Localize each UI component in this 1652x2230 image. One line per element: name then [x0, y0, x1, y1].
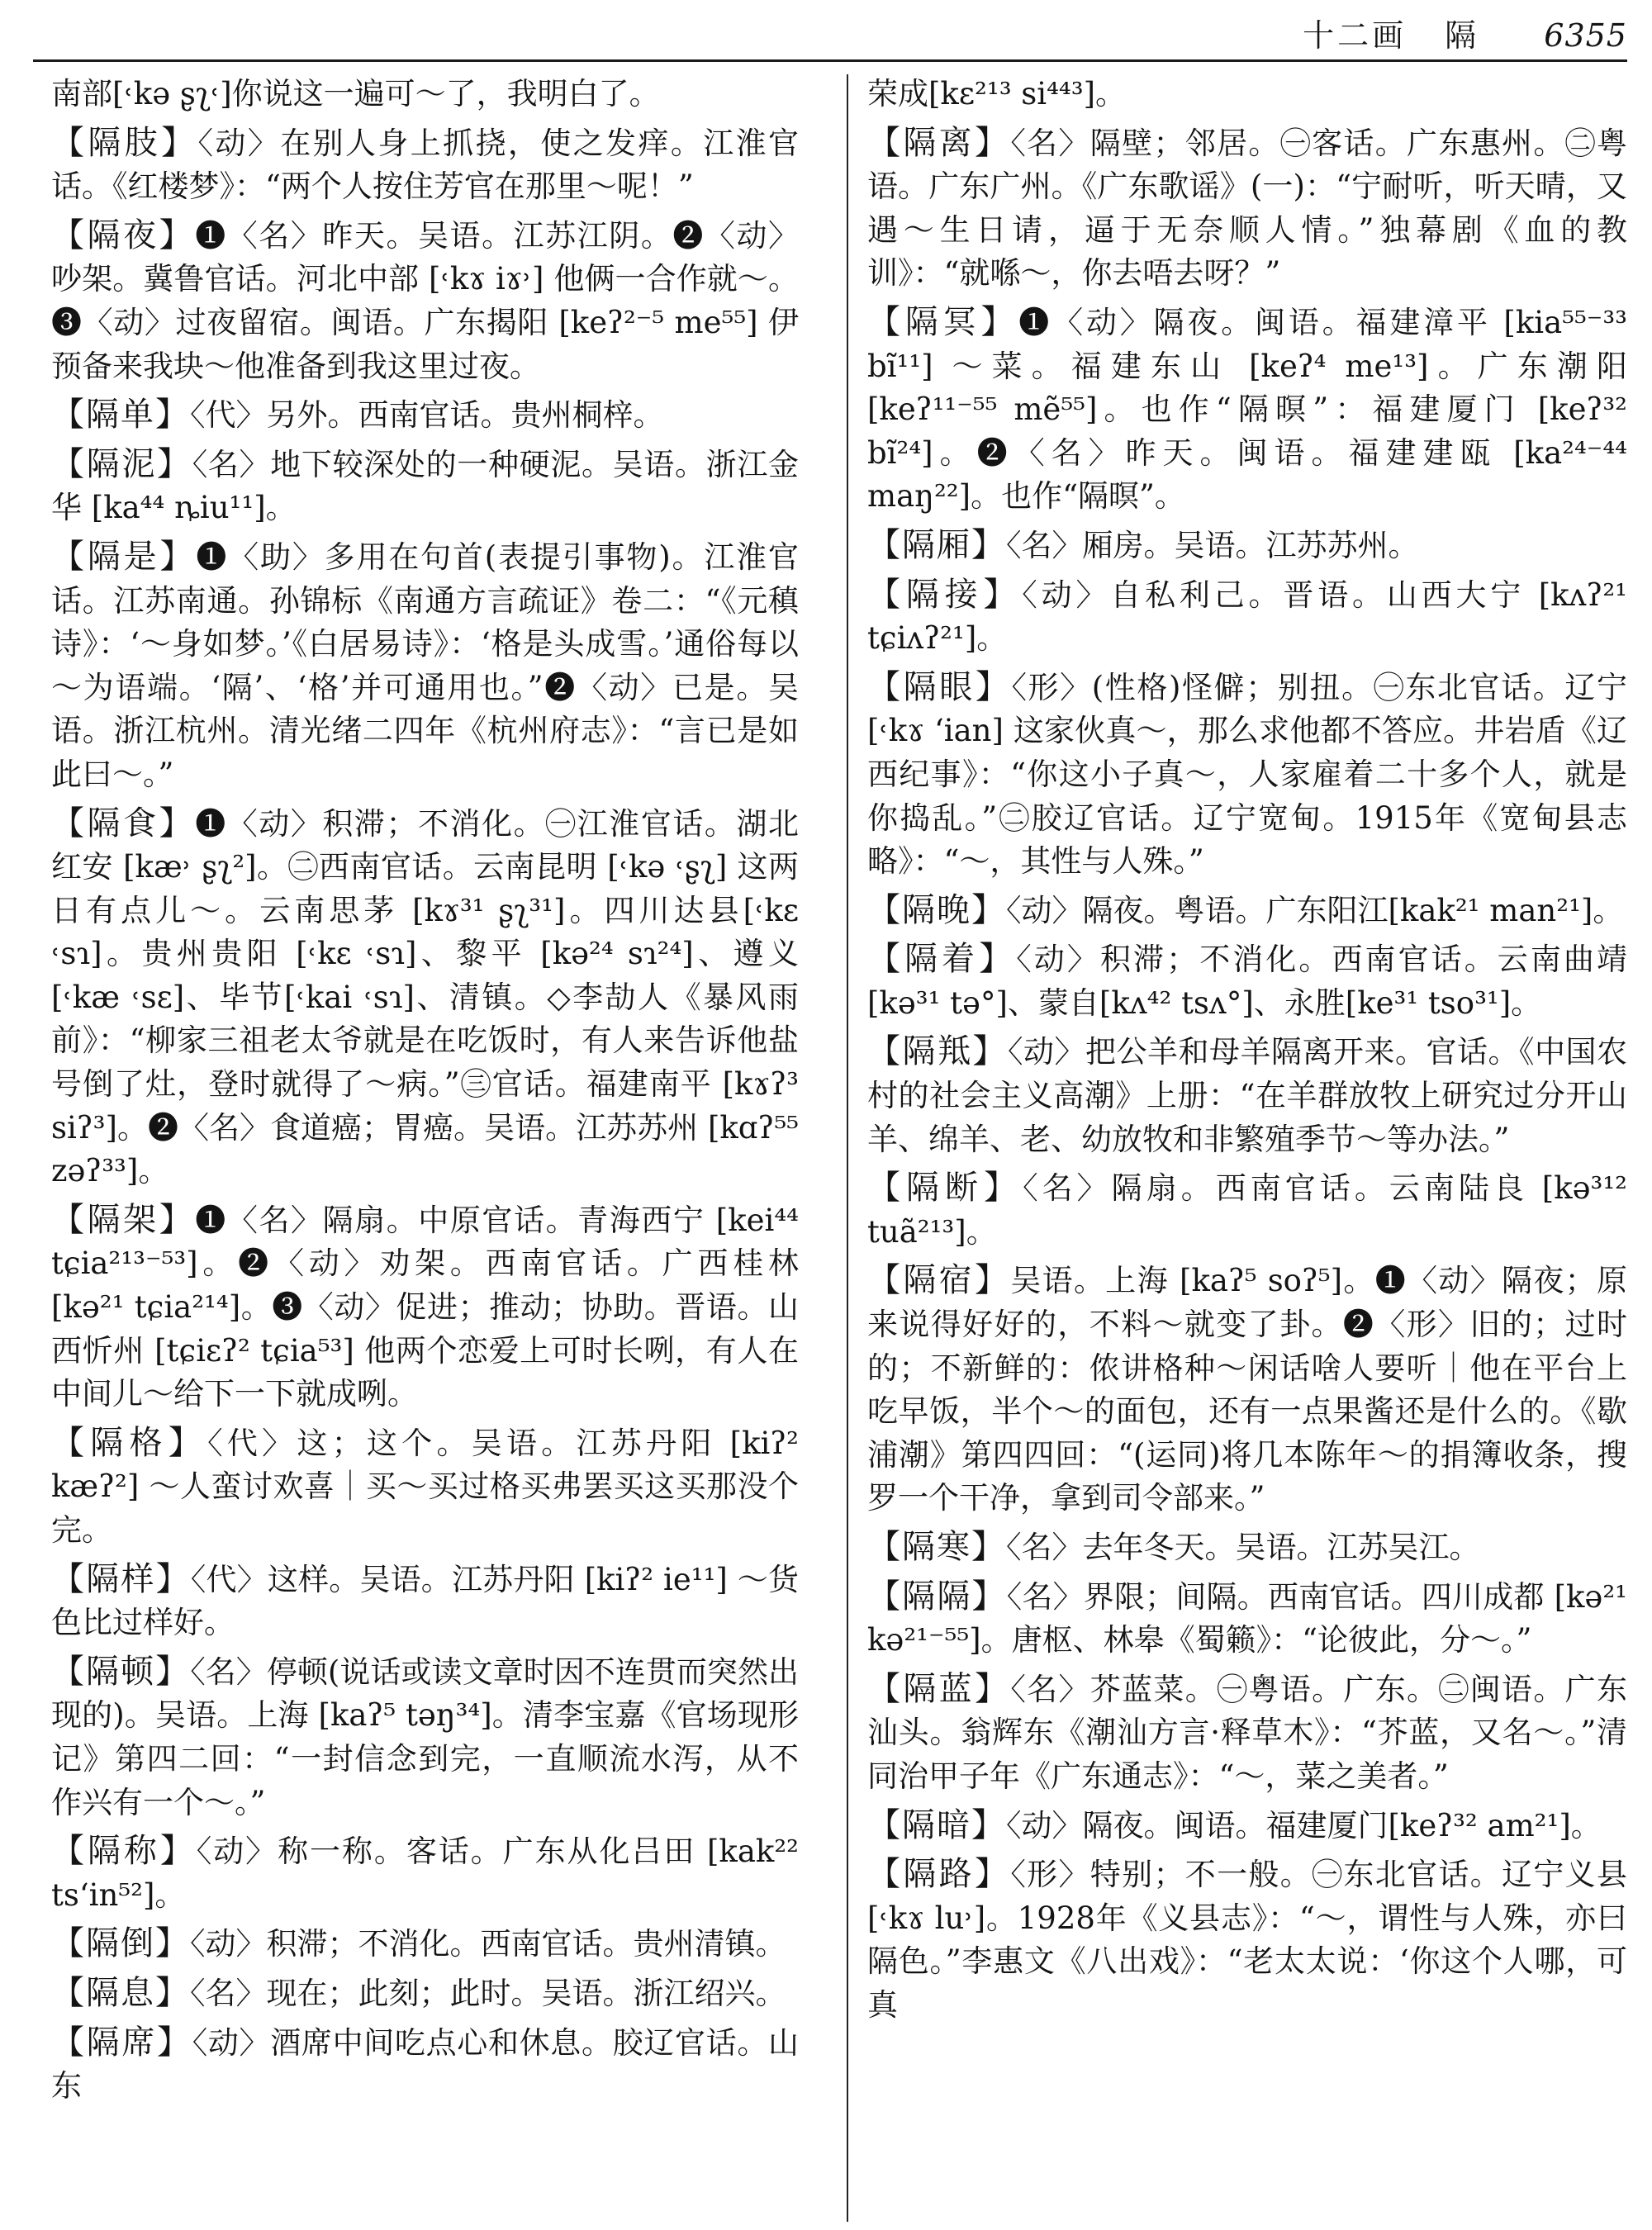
dictionary-entry [867, 1030, 1627, 1161]
entry-headword: 【隔接】 [867, 575, 1023, 614]
entry-text: ❶〈动〉隔夜。闽语。福建漳平 [kia⁵⁵⁻³³ bĩ¹¹] ～菜。福建东山 [keʔ⁴ me¹³]。广东潮阳 [keʔ¹¹⁻⁵⁵ mẽ⁵⁵]。也作“隔暝”：福建厦门 [keʔ³² bĩ²⁴]。❷〈名〉昨天。闽语。福建建瓯 [ka²⁴⁻⁴⁴ maŋ²²]。也作“隔暝”。 [867, 304, 1628, 515]
dictionary-entry [51, 121, 799, 209]
entry-text: 〈动〉酒席中间吃点心和休息。胶辽官话。山东 [51, 2024, 800, 2104]
entry-headword: 【隔单】 [51, 396, 190, 434]
entry-headword: 【隔架】 [51, 1200, 196, 1239]
dictionary-entry [867, 1166, 1627, 1254]
dictionary-entry [51, 73, 799, 116]
entry-text: 〈名〉芥蓝菜。㊀粤语。广东。㊁闽语。广东汕头。翁辉东《潮汕方言·释草木》：“芥蓝，又名～。”清同治甲子年《广东通志》：“～，菜之美者。” [867, 1671, 1628, 1794]
entry-text: 〈名〉厢房。吴语。江苏苏州。 [1006, 527, 1419, 563]
dictionary-entry [867, 889, 1627, 933]
entry-text: 吴语。上海 [kaʔ⁵ soʔ⁵]。❶〈动〉隔夜；原来说得好好的，不料～就变了卦。❷〈形〉旧的；过时的；不新鲜的：侬讲格种～闲话啥人要听｜他在平台上吃早饭，半个～的面包，还有一点果酱还是什么的。《歇浦潮》第四四回：“(运同)将几本陈年～的捐簿收条，搜罗一个干净，拿到司令部来。” [867, 1263, 1627, 1516]
entry-text: 〈动〉把公羊和母羊隔离开来。官话。《中国农村的社会主义高潮》上册：“在羊群放牧上研究过分开山羊、绵羊、老、幼放牧和非繁殖季节～等办法。” [867, 1034, 1627, 1157]
entry-headword: 【隔样】 [51, 1559, 191, 1598]
entry-text: 〈名〉地下较深处的一种硬泥。吴语。浙江金华 [ka⁴⁴ ȵiu¹¹]。 [51, 446, 800, 526]
left-column [51, 73, 799, 2114]
entry-headword: 【隔席】 [51, 2023, 192, 2062]
right-column [867, 73, 1627, 2033]
dictionary-entry [867, 1525, 1627, 1570]
entry-text: ❶〈名〉昨天。吴语。江苏江阴。❷〈动〉吵架。冀鲁官话。河北中部 [˓kɤ iɤ˒] 他俩一合作就～。❸〈动〉过夜留宿。闽语。广东揭阳 [keʔ²⁻⁵ me⁵⁵] 伊预备来我块～他准备到我这里过夜。 [51, 217, 800, 384]
entry-headword: 【隔断】 [867, 1169, 1023, 1208]
entry-text: 〈名〉现在；此刻；此时。吴语。浙江绍兴。 [190, 1975, 786, 2011]
dictionary-entry [867, 121, 1627, 296]
dictionary-entry [51, 802, 799, 1193]
entry-headword: 【隔着】 [867, 940, 1017, 979]
dictionary-entry [867, 1259, 1627, 1521]
entry-headword: 【隔息】 [51, 1973, 190, 2012]
entry-text: 〈动〉称一称。客话。广东从化吕田 [kak²² ts‘in⁵²]。 [51, 1834, 800, 1913]
entry-headword: 【隔泥】 [51, 444, 192, 483]
page-number: 6355 [1544, 17, 1627, 54]
header-character: 隔 [1445, 17, 1477, 54]
entry-text: 荣成[kɛ²¹³ si⁴⁴³]。 [867, 76, 1127, 112]
entry-text: ❶〈助〉多用在句首(表提引事物)。江淮官话。江苏南通。孙锦标《南通方言疏证》卷二：“《元稹诗》：‘～身如梦。’《白居易诗》：‘格是头成雪。’通俗每以～为语端。‘隔’、‘格’并可通用也。”❷〈动〉已是。吴语。浙江杭州。清光绪二四年《杭州府志》：“言已是如此曰～。” [51, 539, 799, 792]
entry-text: 〈动〉自私利己。晋语。山西大宁 [kʌʔ²¹ tɕiʌʔ²¹]。 [867, 576, 1627, 657]
dictionary-entry [51, 1421, 799, 1553]
entry-text: ❶〈名〉隔扇。中原官话。青海西宁 [kei⁴⁴ tɕia²¹³⁻⁵³]。❷〈动〉劝架。西南官话。广西桂林 [kə²¹ tɕia²¹⁴]。❸〈动〉促进；推动；协助。晋语。山西忻州 [tɕiɛʔ² tɕia⁵³] 他两个恋爱上可时长咧，有人在中间儿～给下一下就成咧。 [51, 1202, 800, 1412]
dictionary-entry [51, 1922, 799, 1967]
dictionary-entry [51, 1558, 799, 1645]
entry-text: 〈代〉另外。西南官话。贵州桐梓。 [190, 397, 664, 434]
entry-headword: 【隔隔】 [867, 1577, 1007, 1616]
entry-text: 〈名〉隔扇。西南官话。云南陆良 [kə³¹² tuã²¹³]。 [867, 1170, 1628, 1250]
dictionary-entry [867, 1804, 1627, 1848]
entry-headword: 【隔暗】 [867, 1805, 1006, 1844]
entry-text: 〈代〉这；这个。吴语。江苏丹阳 [kiʔ² kæʔ²] ～人蛮讨欢喜｜买～买过格买弗罢买这买那没个完。 [51, 1425, 799, 1548]
entry-headword: 【隔肢】 [51, 123, 198, 162]
entry-text: 〈动〉隔夜。闽语。福建厦门[keʔ³² am²¹]。 [1006, 1807, 1602, 1843]
entry-text: 〈名〉去年冬天。吴语。江苏吴江。 [1006, 1530, 1480, 1565]
running-head [33, 13, 1627, 62]
dictionary-entry [867, 301, 1627, 519]
entry-headword: 【隔称】 [51, 1832, 197, 1871]
entry-headword: 【隔顿】 [51, 1652, 191, 1691]
entry-text: 〈形〉(性格)怪僻；别扭。㊀东北官话。辽宁 [˓kɤ ‘ian] 这家伙真～，那么求他都不答应。井岩盾《辽西纪事》：“你这小子真～，人家雇着二十多个人，就是你捣乱。”㊁胶辽官话。辽宁宽甸。1915年《宽甸县志略》：“～，其性与人殊。” [867, 669, 1627, 880]
entry-text: 〈名〉隔壁；邻居。㊀客话。广东惠州。㊁粤语。广东广州。《广东歌谣》(一)：“宁耐听，听天晴，又遇～生日请，逼于无奈顺人情。”独幕剧《血的教训》：“就喺～，你去唔去呀？” [867, 125, 1628, 292]
entry-headword: 【隔食】 [51, 804, 196, 842]
column-divider [847, 74, 848, 2222]
entry-text: 南部[˓kə ʂʅ˓]你说这一遍可～了，我明白了。 [51, 76, 660, 112]
entry-headword: 【隔厢】 [867, 525, 1006, 564]
entry-headword: 【隔眼】 [867, 667, 1012, 706]
dictionary-entry [51, 2021, 799, 2109]
entry-headword: 【隔格】 [51, 1423, 208, 1462]
header-section: 十二画 [1303, 17, 1408, 54]
entry-headword: 【隔蓝】 [867, 1669, 1011, 1708]
dictionary-entry [867, 937, 1627, 1025]
entry-text: ❶〈动〉积滞；不消化。㊀江淮官话。湖北红安 [kæ˒ ʂʅ²]。㊁西南官话。云南昆明 [˓kə ˓ʂʅ] 这两日有点儿～。云南思茅 [kɤ³¹ ʂʅ³¹]。四川达县[˓kɛ ˓sɿ]。贵州贵阳 [˓kɛ ˓sɿ]、黎平 [kə²⁴ sɿ²⁴]、遵义 [˓kæ ˓sɛ]、毕节[˓kai ˓sɿ]、清镇。◇李劼人《暴风雨前》：“柳家三祖老太爷就是在吃饭时，有人来告诉他盐号倒了灶，登时就得了～病。”㊂官话。福建南平 [kɤʔ³ siʔ³]。❷〈名〉食道癌；胃癌。吴语。江苏苏州 [kɑʔ⁵⁵ zəʔ³³]。 [51, 805, 800, 1189]
dictionary-entry [867, 524, 1627, 568]
dictionary-entry [51, 535, 799, 797]
dictionary-entry [51, 1650, 799, 1824]
dictionary-entry [51, 1971, 799, 2016]
entry-headword: 【隔冥】 [867, 302, 1019, 341]
entry-headword: 【隔宿】 [867, 1261, 1011, 1300]
entry-text: 〈动〉积滞；不消化。西南官话。云南曲靖 [kə³¹ tə°]、蒙自[kʌ⁴² tsʌ°]、永胜[ke³¹ tso³¹]。 [867, 942, 1628, 1021]
entry-text: 〈名〉停顿(说话或读文章时因不连贯而突然出现的)。吴语。上海 [kaʔ⁵ təŋ³⁴]。清李宝嘉《官场现形记》第四二回：“一封信念到完，一直顺流水泻，从不作兴有一个～。” [51, 1654, 800, 1820]
dictionary-entry [51, 1829, 799, 1917]
dictionary-entry [51, 393, 799, 438]
entry-headword: 【隔路】 [867, 1855, 1011, 1894]
entry-headword: 【隔是】 [51, 537, 197, 576]
entry-text: 〈动〉积滞；不消化。西南官话。贵州清镇。 [190, 1926, 786, 1962]
entry-headword: 【隔离】 [867, 123, 1011, 162]
dictionary-entry [51, 214, 799, 388]
entry-text: 〈动〉在别人身上抓挠，使之发痒。江淮官话。《红楼梦》：“两个人按住芳官在那里～呢！” [51, 125, 800, 205]
entry-headword: 【隔寒】 [867, 1528, 1006, 1566]
entry-text: 〈动〉隔夜。粤语。广东阳江[kak²¹ man²¹]。 [1006, 892, 1624, 928]
dictionary-entry [867, 73, 1627, 116]
entry-text: 〈形〉特别；不一般。㊀东北官话。辽宁义县 [˓kɤ lu˒]。1928年《义县志》：“～，谓性与人殊，亦曰隔色。”李惠文《八出戏》：“老太太说：‘你这个人哪，可真 [867, 1857, 1628, 2023]
dictionary-entry [867, 1575, 1627, 1663]
dictionary-entry [867, 666, 1627, 884]
entry-headword: 【隔晚】 [867, 890, 1006, 929]
entry-text: 〈代〉这样。吴语。江苏丹阳 [kiʔ² ie¹¹] ～货色比过样好。 [51, 1561, 799, 1641]
dictionary-entry [51, 443, 799, 530]
dictionary-entry [867, 1853, 1627, 2027]
entry-headword: 【隔倒】 [51, 1924, 190, 1963]
dictionary-entry [867, 573, 1627, 661]
dictionary-entry [51, 1198, 799, 1416]
dictionary-entry [867, 1668, 1627, 1799]
entry-text: 〈名〉界限；间隔。西南官话。四川成都 [kə²¹ kə²¹⁻⁵⁵]。唐枢、林皋《蜀籁》：“论彼此，分～。” [867, 1578, 1627, 1658]
entry-headword: 【隔羝】 [867, 1032, 1008, 1071]
entry-headword: 【隔夜】 [51, 216, 196, 254]
